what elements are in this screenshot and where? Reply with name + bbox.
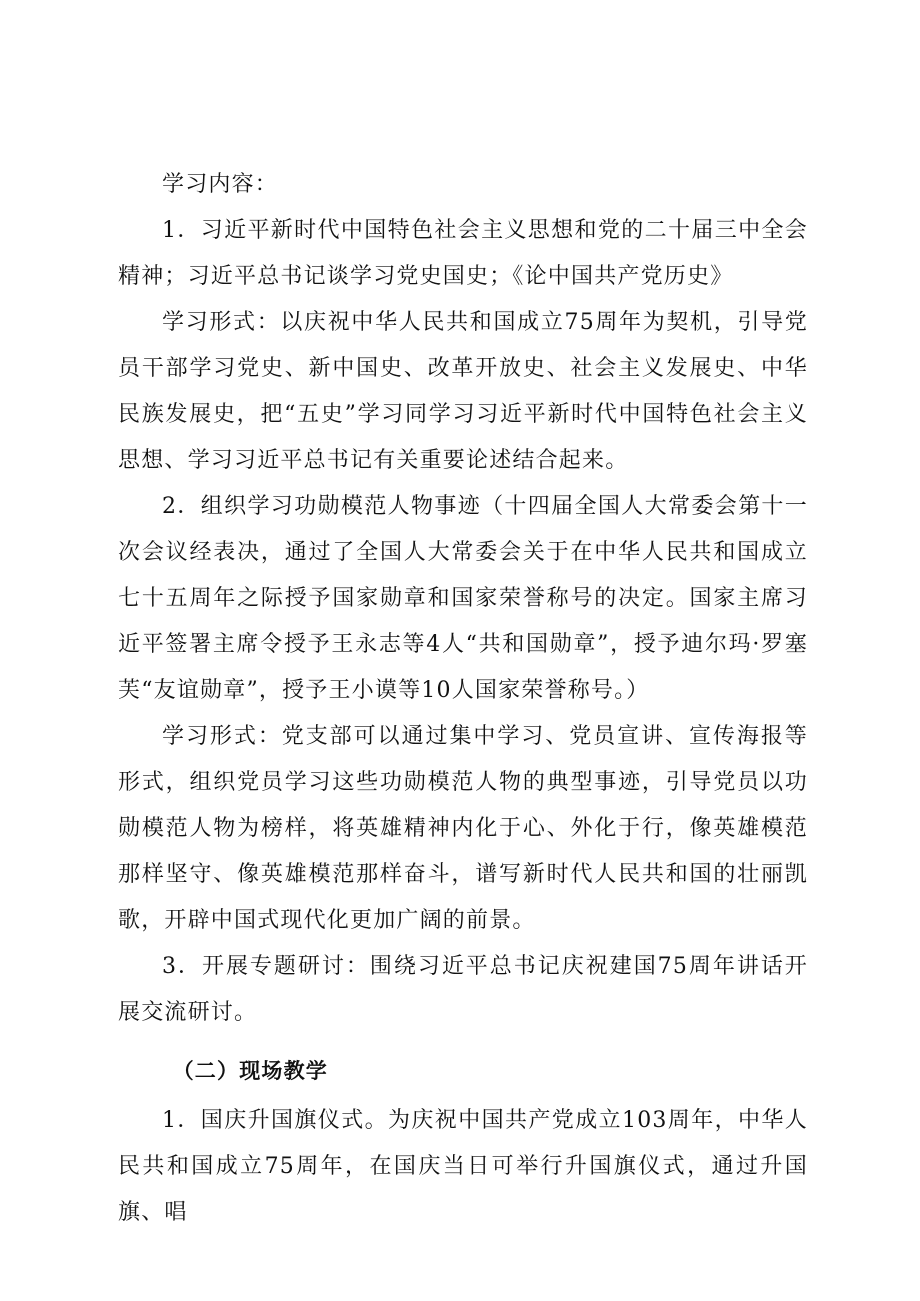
- paragraph-item-1: 1．习近平新时代中国特色社会主义思想和党的二十届三中全会精神；习近平总书记谈学习党史国史；《论中国共产党历史》: [118, 218, 808, 289]
- document-body: [118, 162, 808, 1236]
- paragraph-item-2: 2．组织学习功勋模范人物事迹（十四届全国人大常委会第十一次会议经表决，通过了全国人大常委会关于在中华人民共和国成立七十五周年之际授予国家勋章和国家荣誉称号的决定。国家主席习近平签署主席令授予王永志等4人“共和国勋章”，授予迪尔玛·罗塞芙“友谊勋章”，授予王小谟等10人国家荣誉称号。）: [118, 494, 808, 703]
- paragraph-study-content-label: 学习内容：: [162, 172, 279, 197]
- section-heading: （二）现场教学: [172, 1059, 328, 1083]
- paragraph-flag-ceremony: 1．国庆升国旗仪式。为庆祝中国共产党成立103周年，中华人民共和国成立75周年，在国庆当日可举行升国旗仪式，通过升国旗、唱: [118, 1108, 808, 1225]
- section-gap: [118, 1036, 808, 1042]
- paragraph-study-form-1: 学习形式：以庆祝中华人民共和国成立75周年为契机，引导党员干部学习党史、新中国史、改革开放史、社会主义发展史、中华民族发展史，把“五史”学习同学习习近平新时代中国特色社会主义思想、学习习近平总书记有关重要论述结合起来。: [118, 310, 808, 473]
- paragraph-item-3: 3．开展专题研讨：围绕习近平总书记庆祝建国75周年讲话开展交流研讨。: [118, 954, 808, 1025]
- paragraph-study-form-2: 学习形式：党支部可以通过集中学习、党员宣讲、宣传海报等形式，组织党员学习这些功勋模范人物的典型事迹，引导党员以功勋模范人物为榜样，将英雄精神内化于心、外化于行，像英雄模范那样坚守、像英雄模范那样奋斗，谱写新时代人民共和国的壮丽凯歌，开辟中国式现代化更加广阔的前景。: [118, 724, 808, 933]
